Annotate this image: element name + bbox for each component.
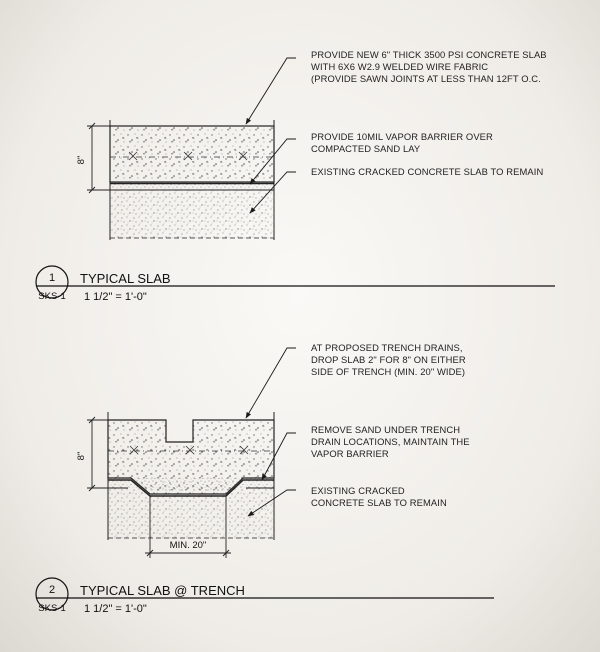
detail-1-note-2-line-1: PROVIDE 10MIL VAPOR BARRIER OVER [311,131,493,142]
detail-2-number: 2 [48,584,56,596]
detail-1-note-1-line-2: WITH 6X6 W2.9 WELDED WIRE FABRIC [311,61,489,72]
detail-2-title: TYPICAL SLAB @ TRENCH [80,583,245,598]
detail-1-sheet-ref: SKS-1 [38,291,66,302]
detail-1-scale: 1 1/2" = 1'-0" [84,291,147,303]
detail-2-note-2-line-2: DRAIN LOCATIONS, MAINTAIN THE [311,436,470,447]
detail-1-leader-1 [246,58,296,124]
detail-2-trench-width-label: MIN. 20" [169,540,207,551]
detail-1-note-1-line-3: (PROVIDE SAWN JOINTS AT LESS THAN 12FT O.C. [311,73,541,84]
detail-1-note-1 [311,49,549,84]
detail-1-note-3 [311,166,543,177]
detail-1-title-block [36,266,555,303]
detail-1-existing-slab [110,190,274,238]
detail-1-dimension [87,123,110,193]
detail-1-note-2-line-2: COMPACTED SAND LAY [311,143,421,154]
detail-1-note-3-line-1: EXISTING CRACKED CONCRETE SLAB TO REMAIN [311,166,544,177]
detail-1-number: 1 [48,272,56,284]
detail-2-note-1 [311,342,468,377]
detail-2-note-2-line-1: REMOVE SAND UNDER TRENCH [311,424,461,435]
detail-1-title: TYPICAL SLAB [80,271,171,286]
detail-2-title-block [36,578,494,615]
detail-2-section [76,342,472,558]
detail-2-note-2 [311,424,472,459]
detail-2-note-1-line-3: SIDE OF TRENCH (MIN. 20" WIDE) [311,366,466,377]
detail-1-dimension-label: 8" [76,155,87,165]
detail-2-note-2-line-3: VAPOR BARRIER [311,448,389,459]
detail-2-note-3-line-2: CONCRETE SLAB TO REMAIN [311,497,447,508]
detail-1-note-2 [311,131,496,154]
detail-2-dimension [87,417,108,491]
detail-2-sheet-ref: SKS-1 [38,603,66,614]
detail-2-note-1-line-1: AT PROPOSED TRENCH DRAINS, [311,342,463,353]
detail-2-scale: 1 1/2" = 1'-0" [84,603,147,615]
detail-2-leader-1 [246,348,296,418]
detail-2-note-3 [311,485,447,508]
detail-2-note-1-line-2: DROP SLAB 2" FOR 8" ON EITHER [311,354,466,365]
detail-2-note-3-line-1: EXISTING CRACKED [311,485,405,496]
detail-1-note-1-line-1: PROVIDE NEW 6" THICK 3500 PSI CONCRETE SLAB [311,49,547,60]
detail-2-dimension-label: 8" [76,451,87,461]
detail-1-section [76,49,549,240]
